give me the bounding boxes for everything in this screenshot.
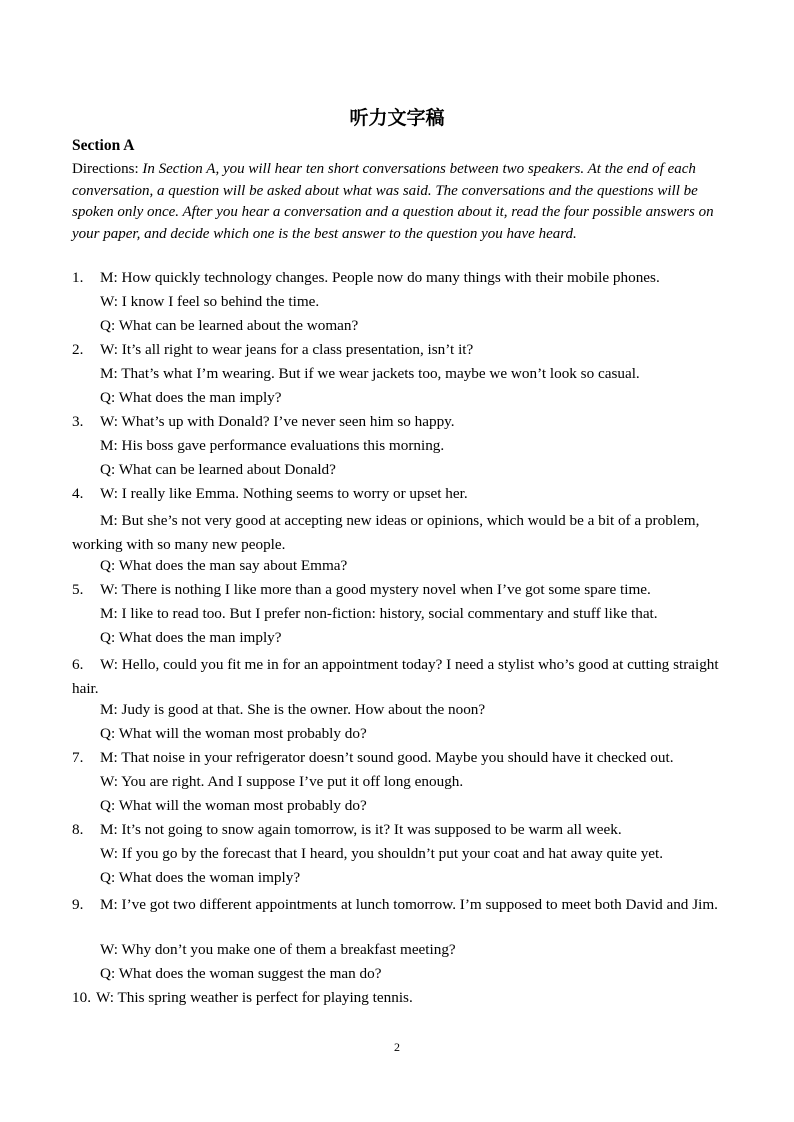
item-speaker-line: W: I really like Emma. Nothing seems to worry or upset her.: [100, 485, 468, 502]
item-4-question: Q: What does the man say about Emma?: [100, 557, 348, 574]
directions-paragraph: [72, 159, 722, 245]
section-heading: Section A: [72, 137, 135, 154]
item-number: 7.: [72, 749, 84, 766]
item-3-question: Q: What can be learned about Donald?: [100, 461, 336, 478]
item-number: 6.: [72, 656, 84, 673]
item-speaker-line: W: There is nothing I like more than a good mystery novel when I’ve got some spare time.: [100, 581, 651, 598]
item-2-line-b: M: That’s what I’m wearing. But if we wear jackets too, maybe we won’t look so casual.: [100, 365, 640, 382]
item-number: 1.: [72, 269, 84, 286]
item-3-line-a: [72, 413, 455, 431]
item-7-line-b: W: You are right. And I suppose I’ve put it off long enough.: [100, 773, 464, 790]
item-4-line-a: [72, 485, 468, 503]
item-number: 5.: [72, 581, 84, 598]
directions-text: In Section A, you will hear ten short conversations between two speakers. At the end of each conversation, a question will be asked about what was said. The conversations and the questions will be spoken only once. After you hear a conversation and a question about it, read the four possible answers on your paper, and decide which one is the best answer to the question you have heard.: [72, 161, 714, 242]
item-10-line-a: [72, 989, 413, 1007]
item-9-question: Q: What does the woman suggest the man do?: [100, 965, 382, 982]
item-speaker-line: W: What’s up with Donald? I’ve never seen him so happy.: [100, 413, 455, 430]
item-8-line-b: W: If you go by the forecast that I heard, you shouldn’t put your coat and hat away quite yet.: [100, 845, 664, 862]
item-6-line-a: [72, 653, 722, 701]
page-number: 2: [394, 1040, 400, 1054]
item-speaker-line: M: How quickly technology changes. People now do many things with their mobile phones.: [100, 269, 660, 286]
item-3-line-b: M: His boss gave performance evaluations this morning.: [100, 437, 445, 454]
item-5-question: Q: What does the man imply?: [100, 629, 282, 646]
item-1-line-a: [72, 269, 660, 287]
page-title: 听力文字稿: [349, 107, 445, 129]
item-speaker-line: M: I’ve got two different appointments at lunch tomorrow. I’m supposed to meet both David and Jim.: [100, 896, 718, 913]
item-9-line-a: [72, 893, 722, 917]
item-number: 8.: [72, 821, 84, 838]
item-speaker-line: W: This spring weather is perfect for playing tennis.: [96, 989, 413, 1006]
item-8-question: Q: What does the woman imply?: [100, 869, 301, 886]
item-6-question: Q: What will the woman most probably do?: [100, 725, 367, 742]
item-8-line-a: [72, 821, 622, 839]
item-number: 4.: [72, 485, 84, 502]
item-6-line-b: M: Judy is good at that. She is the owner. How about the noon?: [100, 701, 486, 718]
item-number: 3.: [72, 413, 84, 430]
item-number: 9.: [72, 896, 84, 913]
item-5-line-b: M: I like to read too. But I prefer non-fiction: history, social commentary and stuff like that.: [100, 605, 658, 622]
item-1-line-b: W: I know I feel so behind the time.: [100, 293, 320, 310]
directions-label: Directions:: [72, 161, 143, 177]
item-2-line-a: [72, 341, 473, 359]
item-1-question: Q: What can be learned about the woman?: [100, 317, 359, 334]
item-speaker-line: W: Hello, could you fit me in for an appointment today? I need a stylist who’s good at cutting straight hair.: [72, 656, 719, 697]
item-speaker-line: M: That noise in your refrigerator doesn’t sound good. Maybe you should have it checked out.: [100, 749, 674, 766]
item-speaker-line: M: It’s not going to snow again tomorrow, is it? It was supposed to be warm all week.: [100, 821, 622, 838]
item-4-line-b: M: But she’s not very good at accepting new ideas or opinions, which would be a bit of a problem, working with so many new people.: [72, 512, 700, 553]
item-7-question: Q: What will the woman most probably do?: [100, 797, 367, 814]
item-speaker-line: W: It’s all right to wear jeans for a class presentation, isn’t it?: [100, 341, 474, 358]
item-5-line-a: [72, 581, 651, 599]
item-number: 10.: [72, 989, 91, 1006]
item-2-question: Q: What does the man imply?: [100, 389, 282, 406]
item-9-line-b: W: Why don’t you make one of them a breakfast meeting?: [100, 941, 456, 958]
item-7-line-a: [72, 749, 674, 767]
item-number: 2.: [72, 341, 84, 358]
